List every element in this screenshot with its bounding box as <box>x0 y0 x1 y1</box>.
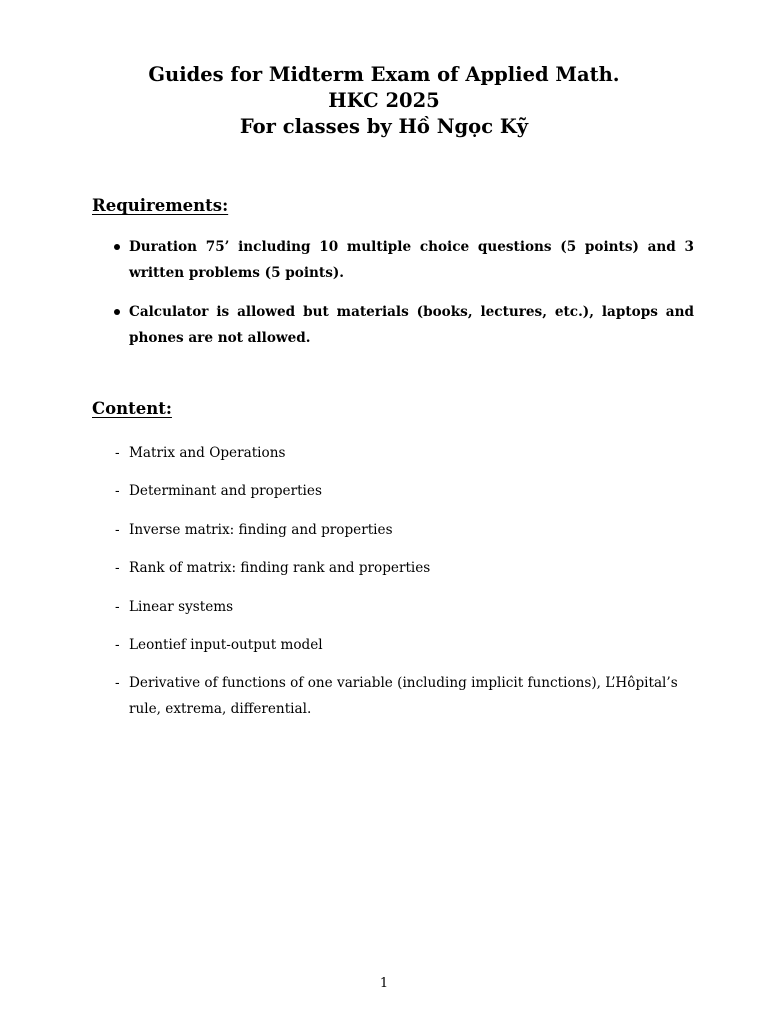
dash-marker: - <box>115 675 120 692</box>
requirements-list <box>112 234 694 364</box>
content-item-text: Leontief input-output model <box>129 636 323 653</box>
requirement-item-materials <box>112 299 694 351</box>
dash-marker: - <box>115 598 120 615</box>
content-item <box>112 555 702 581</box>
bullet-icon <box>114 244 120 250</box>
content-item <box>112 440 702 466</box>
content-item-text: Linear systems <box>129 598 234 615</box>
document-title <box>0 62 768 140</box>
dash-marker: - <box>115 483 120 500</box>
requirement-text: Calculator is allowed but materials (books, lectures, etc.), laptops and phones are not allowed. <box>129 304 694 346</box>
page-number: 1 <box>379 976 389 991</box>
content-item-text: Matrix and Operations <box>129 445 286 461</box>
dash-marker: - <box>115 636 120 653</box>
title-line-instructor: For classes by Hồ Ngọc Kỹ <box>239 115 529 138</box>
requirement-item-duration <box>112 234 694 286</box>
content-item-text: Determinant and properties <box>129 483 322 500</box>
requirements-heading: Requirements: <box>92 196 229 215</box>
content-heading: Content: <box>92 399 172 418</box>
dash-marker: - <box>115 521 120 538</box>
content-list <box>112 440 702 735</box>
content-item-text: Inverse matrix: finding and properties <box>129 521 393 538</box>
dash-marker: - <box>115 445 120 461</box>
dash-marker: - <box>115 560 120 577</box>
content-item <box>112 517 702 543</box>
content-item <box>112 632 702 658</box>
bullet-icon <box>114 309 120 315</box>
content-item <box>112 478 702 504</box>
content-item <box>112 594 702 620</box>
requirement-text: Duration 75’ including 10 multiple choice questions (5 points) and 3 written problems (5 points). <box>129 239 694 281</box>
content-item-text: Rank of matrix: finding rank and properties <box>129 560 431 577</box>
title-line-course: Guides for Midterm Exam of Applied Math. <box>148 63 620 86</box>
content-item <box>112 670 702 722</box>
title-line-term: HKC 2025 <box>328 89 440 112</box>
content-item-text: Derivative of functions of one variable (including implicit functions), L’Hôpital’s rule, extrema, differential. <box>129 675 678 718</box>
